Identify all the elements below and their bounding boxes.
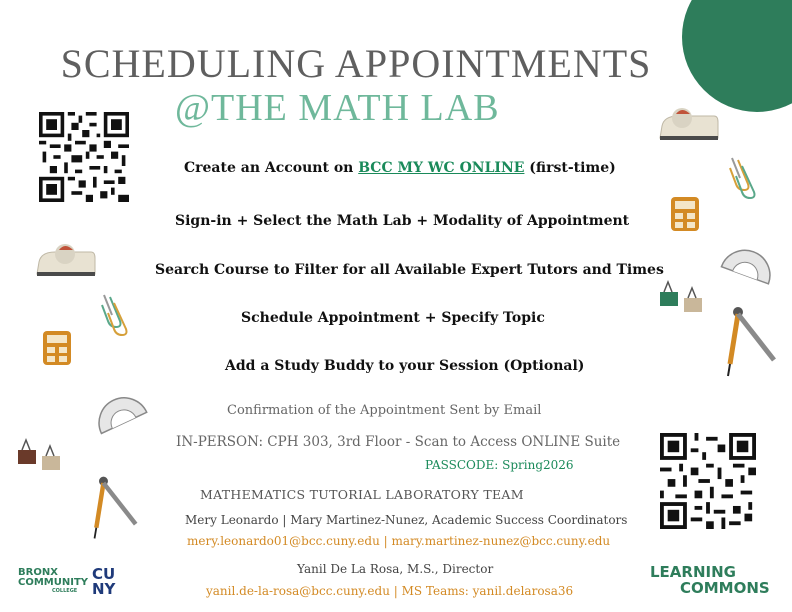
binder-clips-left-icon	[16, 436, 64, 476]
tape-dispenser-left-icon	[34, 240, 98, 278]
bcc-logo	[18, 568, 88, 594]
in-person-location: IN-PERSON: CPH 303, 3rd Floor - Scan to Access ONLINE Suite	[176, 434, 621, 450]
step-create-account	[184, 160, 616, 176]
protractor-left-icon	[88, 388, 150, 436]
director-email-link[interactable]: yanil.de-la-rosa@bcc.cuny.edu | MS Teams: yanil.delarosa36	[206, 584, 574, 598]
learning-commons-line2: COMMONS	[680, 579, 770, 597]
compass-left-icon	[88, 474, 144, 542]
calculator-icon	[670, 196, 700, 232]
confirmation-text: Confirmation of the Appointment Sent by Email	[227, 403, 542, 418]
bcc-logo-line1: BRONX	[18, 567, 58, 578]
compass-icon	[724, 304, 780, 380]
qr-code-online-suite-icon[interactable]	[660, 433, 756, 529]
page-subtitle: @THE MATH LAB	[175, 87, 500, 129]
bcc-logo-line2: COMMUNITY	[18, 577, 89, 588]
bcc-logo-line3: COLLEGE	[52, 588, 78, 594]
coordinators-text: Mery Leonardo | Mary Martinez-Nunez, Academic Success Coordinators	[185, 513, 628, 527]
cuny-logo: CUNY	[92, 565, 116, 598]
step-1-prefix: Create an Account on	[184, 160, 359, 176]
page-title: SCHEDULING APPOINTMENTS	[60, 41, 652, 86]
tape-dispenser-icon	[658, 104, 720, 142]
step-sign-in: Sign-in + Select the Math Lab + Modality of Appointment	[175, 213, 630, 229]
director-text: Yanil De La Rosa, M.S., Director	[297, 562, 494, 576]
team-heading: MATHEMATICS TUTORIAL LABORATORY TEAM	[200, 487, 524, 502]
step-search-course: Search Course to Filter for all Available Expert Tutors and Times	[155, 262, 664, 278]
step-add-study-buddy: Add a Study Buddy to your Session (Optional)	[225, 358, 585, 374]
step-schedule-appointment: Schedule Appointment + Specify Topic	[241, 310, 545, 326]
passcode-text: PASSCODE: Spring2026	[425, 458, 574, 472]
protractor-icon	[718, 240, 780, 288]
calculator-left-icon	[42, 330, 72, 366]
coordinators-email-link[interactable]: mery.leonardo01@bcc.cuny.edu | mary.martinez-nunez@bcc.cuny.edu	[187, 534, 611, 548]
qr-code-icon[interactable]	[38, 112, 130, 202]
learning-commons-logo	[650, 564, 770, 596]
binder-clips-icon	[658, 280, 706, 316]
paperclips-left-icon	[100, 292, 134, 342]
bcc-my-wc-online-link[interactable]: BCC MY WC ONLINE	[358, 160, 525, 176]
step-1-suffix: (first-time)	[524, 160, 616, 176]
paperclips-icon	[728, 156, 762, 204]
learning-commons-line1: LEARNING	[650, 563, 736, 581]
